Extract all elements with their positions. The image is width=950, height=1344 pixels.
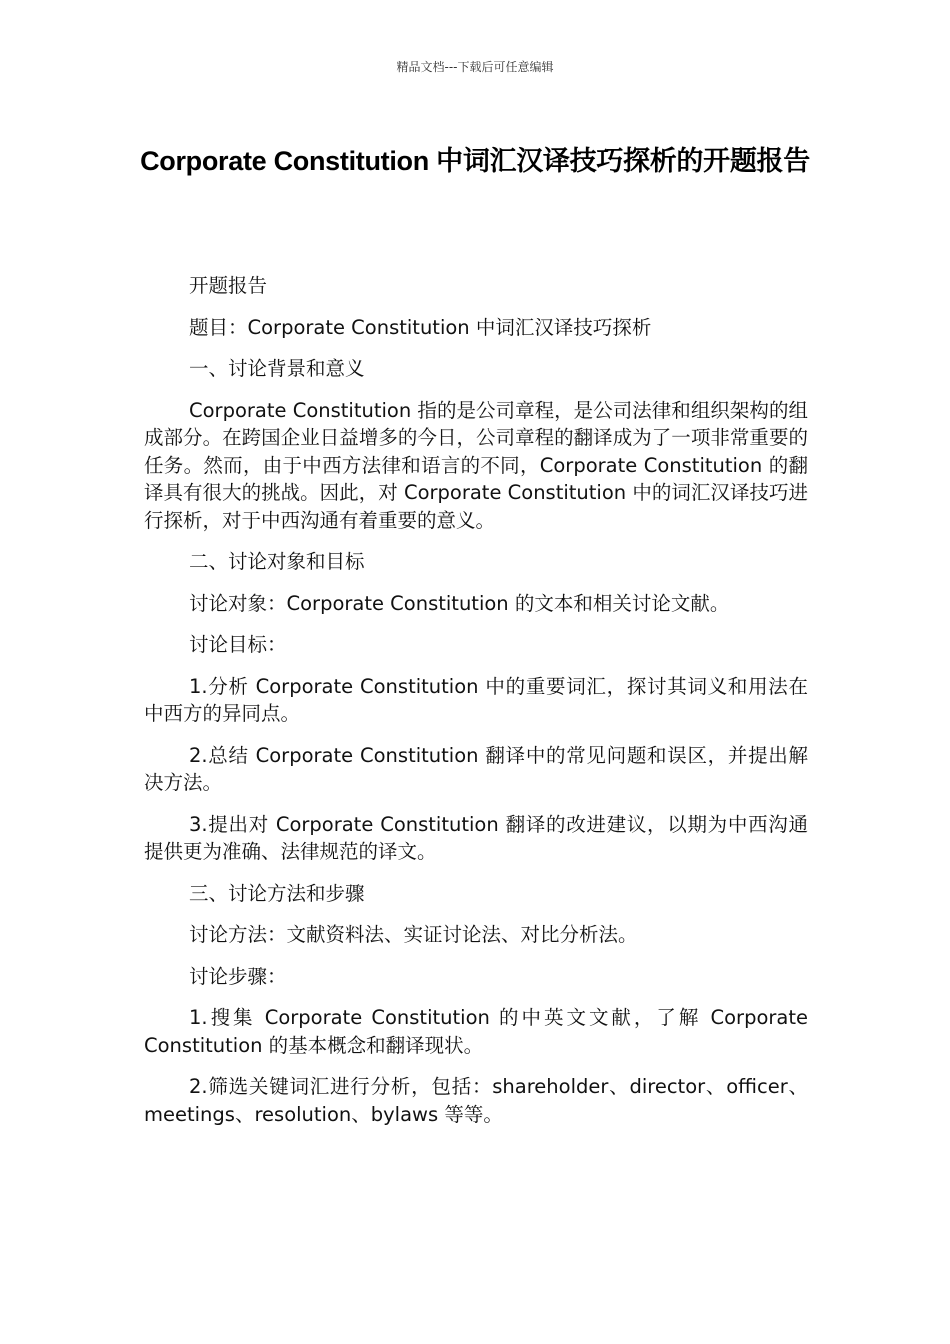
goal-item-2: 2.总结 Corporate Constitution 翻译中的常见问题和误区，并提出解决方法。 bbox=[144, 743, 808, 794]
step-item-2: 2.筛选关键词汇进行分析，包括：shareholder、director、officer、meetings、resolution、bylaws 等等。 bbox=[144, 1075, 808, 1126]
document-body bbox=[144, 272, 808, 1142]
goal-item-3: 3.提出对 Corporate Constitution 翻译的改进建议，以期为中西沟通提供更为准确、法律规范的译文。 bbox=[144, 812, 808, 863]
research-goals-label: 讨论目标： bbox=[189, 633, 287, 656]
steps-label: 讨论步骤： bbox=[189, 964, 287, 988]
background-paragraph: Corporate Constitution 指的是公司章程，是公司法律和组织架构的组成部分。在跨国企业日益增多的今日，公司章程的翻译成为了一项非常重要的任务。然而，由于中西方法律和语言的不同，Corporate Constitution 的翻译具有很大的挑战。因此，对 Corporate Constitution 中的词汇汉译技巧进行探析，对于中西沟通有着重要的意义。 bbox=[144, 398, 808, 532]
methods-line: 讨论方法：文献资料法、实证讨论法、对比分析法。 bbox=[189, 923, 638, 946]
section-heading-methods: 三、讨论方法和步骤 bbox=[189, 881, 365, 905]
goal-item-1: 1.分析 Corporate Constitution 中的重要词汇，探讨其词义和用法在中西方的异同点。 bbox=[144, 674, 808, 725]
header-note: 精品文档---下载后可任意编辑 bbox=[396, 60, 554, 74]
research-object-line: 讨论对象：Corporate Constitution 的文本和相关讨论文献。 bbox=[189, 591, 730, 615]
topic-line: 题目：Corporate Constitution 中词汇汉译技巧探析 bbox=[189, 315, 652, 339]
document-title: Corporate Constitution 中词汇汉译技巧探析的开题报告 bbox=[140, 146, 810, 176]
section-heading-background: 一、讨论背景和意义 bbox=[189, 357, 365, 380]
section-label-report: 开题报告 bbox=[189, 274, 268, 297]
section-heading-objects: 二、讨论对象和目标 bbox=[189, 550, 365, 573]
step-item-1: 1.搜集 Corporate Constitution 的中英文文献，了解 Corporate Constitution 的基本概念和翻译现状。 bbox=[144, 1006, 808, 1057]
